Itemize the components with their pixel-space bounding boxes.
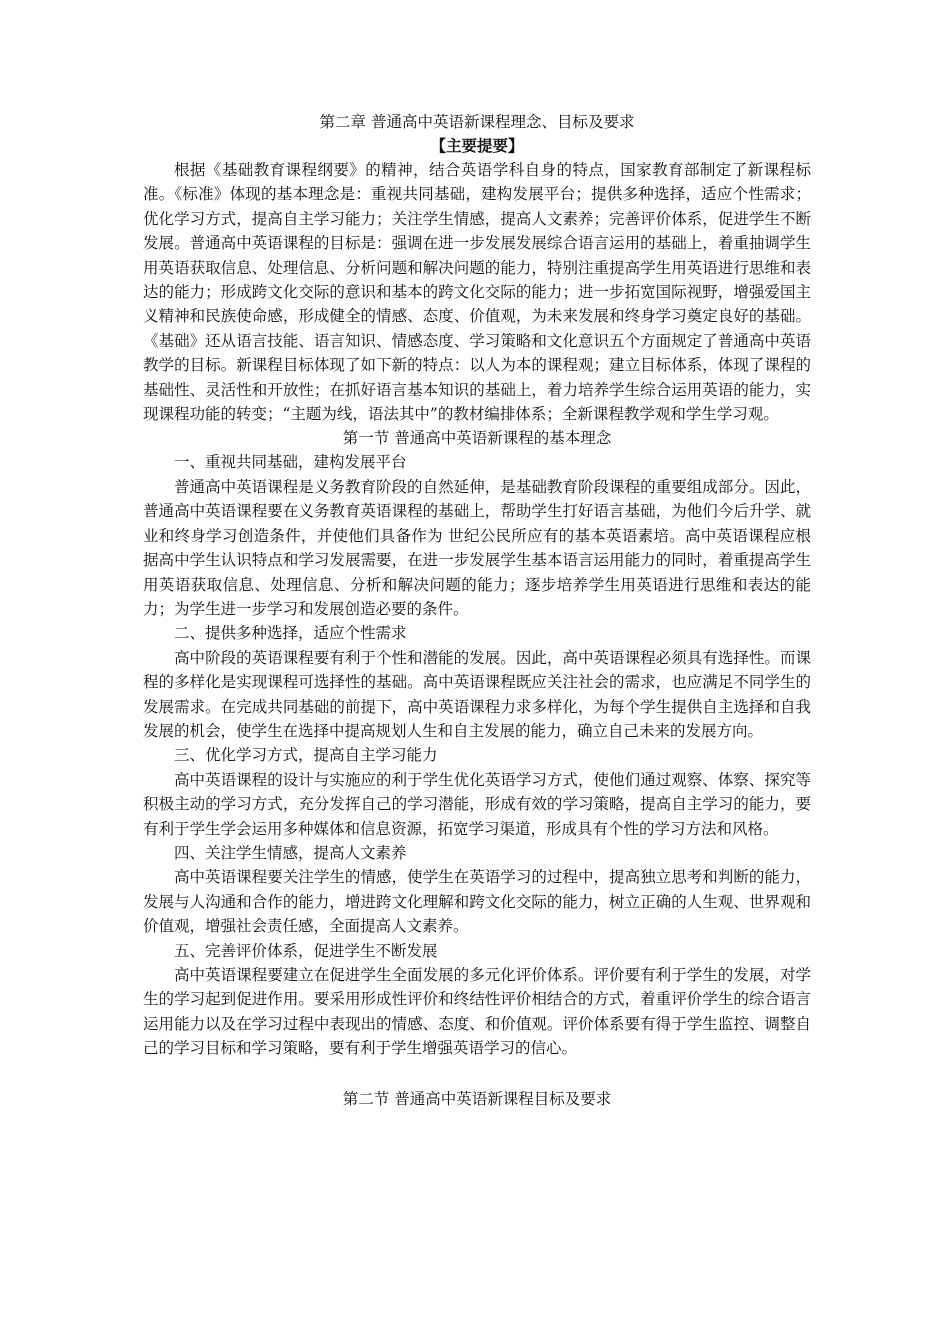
item-4-heading: 四、关注学生情感，提高人文素养 xyxy=(174,843,407,862)
item-3-heading: 三、优化学习方式，提高自主学习能力 xyxy=(174,746,438,765)
item-2-heading: 二、提供多种选择，适应个性需求 xyxy=(174,624,407,643)
spacer xyxy=(143,1061,811,1087)
item-1-body: 普通高中英语课程是义务教育阶段的自然延伸，是基础教育阶段课程的重要组成部分。因此，普通高中英语课程要在义务教育英语课程的基础上，帮助学生打好语言基础，为他们今后升学、就业和终身学习创造条件，并使他们具备作为 世纪公民所应有的基本英语素培。高中英语课程应根据高中学生认识特点和学习发展需要，在进一步发展学生基本语言运用能力的同时，着重提高学生用英语获取信息、处理信息、分析和解决问题的能力；逐步培养学生用英语进行思维和表达的能力；为学生进一步学习和发展创造必要的条件。 xyxy=(143,477,811,618)
chapter-title: 第二章 普通高中英语新课程理念、目标及要求 xyxy=(319,113,635,131)
item-5-heading: 五、完善评价体系，促进学生不断发展 xyxy=(174,941,438,960)
section-2-title: 第二节 普通高中英语新课程目标及要求 xyxy=(342,1089,612,1108)
section-1-title: 第一节 普通高中英语新课程的基本理念 xyxy=(342,429,612,448)
item-2-body: 高中阶段的英语课程要有利于个性和潜能的发展。因此，高中英语课程必须具有选择性。而课程的多样化是实现课程可选择性的基础。高中英语课程既应关注社会的需求，也应满足不同学生的发展需求。在完成共同基础的前提下，高中英语课程力求多样化，为每个学生提供自主选择和自我发展的机会，使学生在选择中提高规划人生和自主发展的能力，确立自己未来的发展方向。 xyxy=(143,648,811,740)
document-page xyxy=(143,110,811,1111)
item-5-body: 高中英语课程要建立在促进学生全面发展的多元化评价体系。评价要有利于学生的发展，对学生的学习起到促进作用。要采用形成性评价和终结性评价相结合的方式，着重评价学生的综合语言运用能力以及在学习过程中表现出的情感、态度、和价值观。评价体系要有得于学生监控、调整自己的学习目标和学习策略，要有利于学生增强英语学习的信心。 xyxy=(143,966,811,1058)
summary-heading: 【主要提要】 xyxy=(430,136,524,155)
item-1-heading: 一、重视共同基础，建构发展平台 xyxy=(174,453,407,472)
item-3-body: 高中英语课程的设计与实施应的利于学生优化英语学习方式，使他们通过观察、体察、探究等积极主动的学习方式，充分发挥自己的学习潜能，形成有效的学习策略，提高自主学习的能力，要有利于学生学会运用多种媒体和信息资源，拓宽学习渠道，形成具有个性的学习方法和风格。 xyxy=(143,770,811,838)
item-4-body: 高中英语课程要关注学生的情感，使学生在英语学习的过程中，提高独立思考和判断的能力，发展与人沟通和合作的能力，增进跨文化理解和跨文化交际的能力，树立正确的人生观、世界观和价值观，增强社会责任感，全面提高人文素养。 xyxy=(143,868,811,936)
summary-paragraph: 根据《基础教育课程纲要》的精神，结合英语学科自身的特点，国家教育部制定了新课程标准。《标准》体现的基本理念是：重视共同基础，建构发展平台；提供多种选择，适应个性需求；优化学习方式，提高自主学习能力；关注学生情感，提高人文素养；完善评价体系，促进学生不断发展。普通高中英语课程的目标是：强调在进一步发展发展综合语言运用的基础上，着重抽调学生用英语获取信息、处理信息、分析问题和解决问题的能力，特别注重提高学生用英语进行思维和表达的能力；形成跨文化交际的意识和基本的跨文化交际的能力；进一步拓宽国际视野，增强爱国主义精神和民族使命感，形成健全的情感、态度、价值观，为未来发展和终身学习奠定良好的基础。《基础》还从语言技能、语言知识、情感态度、学习策略和文化意识五个方面规定了普通高中英语教学的目标。新课程目标体现了如下新的特点：以人为本的课程观；建立目标体系，体现了课程的基础性、灵活性和开放性；在抓好语言基本知识的基础上，着力培养学生综合运用英语的能力，实现课程功能的转变；“主题为线，语法其中”的教材编排体系；全新课程教学观和学生学习观。 xyxy=(143,161,811,424)
